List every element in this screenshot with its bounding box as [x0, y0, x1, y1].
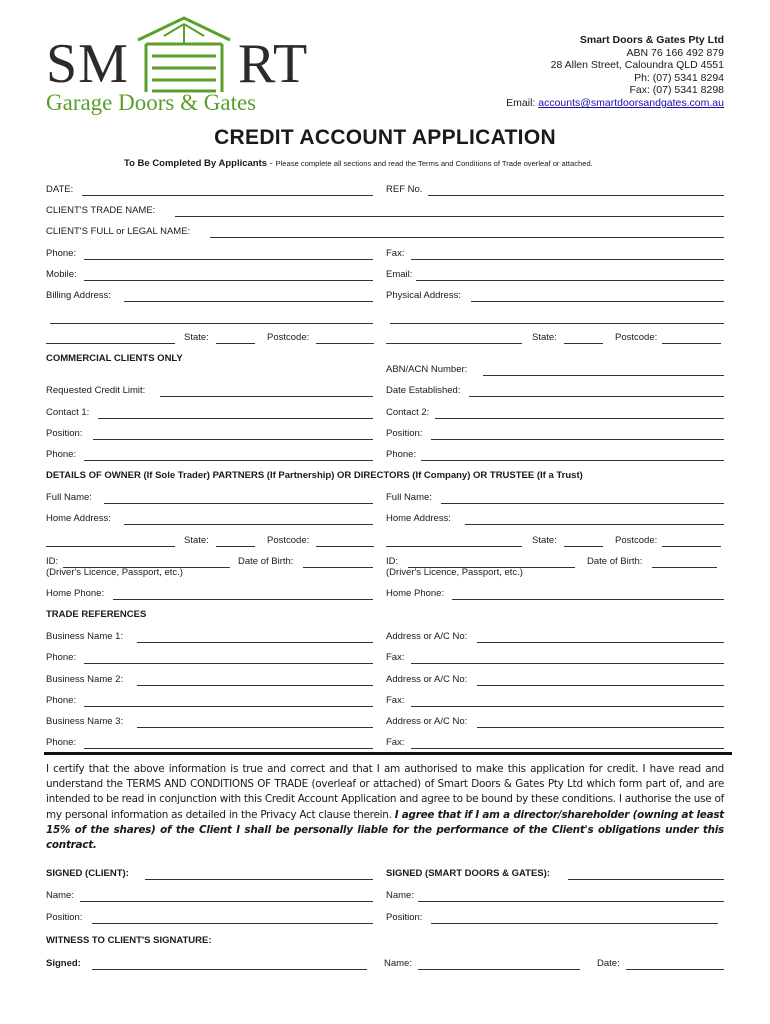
trade-name-field-input-line[interactable] [175, 216, 724, 217]
owner1-home-phone-field-label: Home Phone: [46, 588, 105, 599]
witness-date-field-label: Date: [597, 958, 620, 969]
witness-signed-field-label: Signed: [46, 958, 81, 969]
ref-phone3-field-label: Phone: [46, 737, 77, 748]
company-phone: Ph: (07) 5341 8294 [634, 71, 724, 84]
witness-date-field-input-line[interactable] [626, 969, 724, 970]
contact1-field-label: Contact 1: [46, 407, 90, 418]
position2-field-label: Position: [386, 428, 423, 439]
company-email-label: Email: [506, 96, 539, 109]
owner1-address-field-input-line[interactable] [124, 524, 373, 525]
client-name-field-input-line[interactable] [80, 901, 373, 902]
mobile-field-label: Mobile: [46, 269, 77, 280]
company-email-row [506, 97, 724, 110]
billing-address-field-label: Billing Address: [46, 290, 111, 301]
owner1-dob-field-label: Date of Birth: [238, 556, 294, 567]
ref-phone1-field-label: Phone: [46, 652, 77, 663]
company-name: Smart Doors & Gates Pty Ltd [579, 34, 724, 46]
email-field-input-line[interactable] [416, 280, 724, 281]
owner1-id-field-label: ID: [46, 556, 59, 567]
owner1-name-field-label: Full Name: [46, 492, 92, 503]
form-subtitle-bold: To Be Completed By Applicants [124, 158, 268, 169]
contact-phone2-field-input-line[interactable] [421, 460, 724, 461]
form-subtitle-dash: - [267, 158, 276, 169]
physical-postcode-field-input-line[interactable] [662, 343, 721, 344]
physical-postcode-field-label: Postcode: [615, 332, 658, 343]
company-address: 28 Allen Street, Caloundra QLD 4551 [550, 59, 724, 72]
fax-field-label: Fax: [386, 248, 405, 259]
client-position-field-label: Position: [46, 912, 83, 923]
billing-postcode-field-label: Postcode: [267, 332, 310, 343]
email-field-label: Email: [386, 269, 413, 280]
billing-address-line3-input-line[interactable] [46, 343, 175, 344]
company-email-link[interactable]: accounts@smartdoorsandgates.com.au [538, 96, 724, 109]
owner1-postcode-field-label: Postcode: [267, 535, 310, 546]
company-logo [46, 14, 336, 116]
contact-phone1-field-label: Phone: [46, 449, 77, 460]
owner1-name-field-input-line[interactable] [104, 503, 373, 504]
contact1-field-input-line[interactable] [98, 418, 373, 419]
owner2-postcode-field-input-line[interactable] [662, 546, 721, 547]
section-divider [44, 752, 732, 755]
owner2-dob-field-input-line[interactable] [652, 567, 717, 568]
witness-signed-field-input-line[interactable] [92, 969, 367, 970]
ref-fax1-field-label: Fax: [386, 652, 405, 663]
physical-address-field-input-line[interactable] [471, 301, 724, 302]
credit-limit-field-input-line[interactable] [160, 396, 373, 397]
billing-state-field-input-line[interactable] [216, 343, 255, 344]
physical-address-field-label: Physical Address: [386, 290, 461, 301]
address-ac3-field-input-line[interactable] [477, 727, 724, 728]
owner2-dob-field-label: Date of Birth: [587, 556, 643, 567]
business1-field-input-line[interactable] [137, 642, 373, 643]
billing-postcode-field-input-line[interactable] [316, 343, 374, 344]
physical-state-field-label: State: [532, 332, 557, 343]
signed-smart-field-input-line[interactable] [568, 879, 724, 880]
signed-client-field-input-line[interactable] [145, 879, 373, 880]
physical-address-line2-input-line[interactable] [390, 323, 724, 324]
owner2-id-field-label: ID: [386, 556, 399, 567]
position1-field-input-line[interactable] [93, 439, 373, 440]
address-ac2-field-input-line[interactable] [477, 685, 724, 686]
date-field-label: DATE: [46, 184, 74, 195]
owner1-state-field-label: State: [184, 535, 209, 546]
owner1-state-field-input-line[interactable] [216, 546, 255, 547]
address-ac3-field-label: Address or A/C No: [386, 716, 468, 727]
ref-phone3-field-input-line[interactable] [84, 748, 373, 749]
business3-field-label: Business Name 3: [46, 716, 124, 727]
contact2-field-label: Contact 2: [386, 407, 430, 418]
owner2-home-phone-field-input-line[interactable] [452, 599, 724, 600]
address-ac1-field-input-line[interactable] [477, 642, 724, 643]
certification-text [46, 762, 724, 853]
client-name-field-label: Name: [46, 890, 74, 901]
ref-fax2-field-label: Fax: [386, 695, 405, 706]
date-established-field-label: Date Established: [386, 385, 461, 396]
form-title: CREDIT ACCOUNT APPLICATION [214, 126, 556, 149]
witness-name-field-input-line[interactable] [418, 969, 580, 970]
ref-fax2-field-input-line[interactable] [411, 706, 724, 707]
ref-fax1-field-input-line[interactable] [411, 663, 724, 664]
date-field-input-line[interactable] [82, 195, 373, 196]
physical-state-field-input-line[interactable] [564, 343, 603, 344]
credit-limit-field-label: Requested Credit Limit: [46, 385, 146, 396]
address-ac2-field-label: Address or A/C No: [386, 674, 468, 685]
billing-address-line2-input-line[interactable] [50, 323, 373, 324]
date-established-field-input-line[interactable] [469, 396, 724, 397]
company-fax: Fax: (07) 5341 8298 [629, 84, 724, 97]
owner1-address-field-label: Home Address: [46, 513, 111, 524]
form-subtitle [124, 158, 593, 169]
billing-address-field-input-line[interactable] [124, 301, 373, 302]
certification-body: I certify that the above information is true and correct and that I am authorised to make this application for credit. I have read and understand the TERMS AND CONDITIONS OF TRADE (overleaf or attached) of Smart Doors & Gates Pty Ltd which form part of, and are intended to be read in conjunction with this Credit Account Application and agree to be bound by these conditions. I authorise the use of my personal information as detailed in the Privacy Act clause therein. [46, 763, 725, 821]
trade-references-heading-label: TRADE REFERENCES [46, 609, 147, 620]
owner1-home-phone-field-input-line[interactable] [113, 599, 373, 600]
owner2-address-field-label: Home Address: [386, 513, 451, 524]
logo-text-left: SM [46, 33, 129, 95]
owner2-home-phone-field-label: Home Phone: [386, 588, 445, 599]
owner2-name-field-input-line[interactable] [441, 503, 724, 504]
position1-field-label: Position: [46, 428, 83, 439]
witness-name-field-label: Name: [384, 958, 412, 969]
garage-door-icon [134, 14, 234, 96]
mobile-field-input-line[interactable] [84, 280, 373, 281]
ref-fax3-field-label: Fax: [386, 737, 405, 748]
smart-name-field-input-line[interactable] [418, 901, 724, 902]
owner2-address-line2-input-line[interactable] [386, 546, 522, 547]
position2-field-input-line[interactable] [431, 439, 724, 440]
signed-client-field-label: SIGNED (CLIENT): [46, 868, 129, 879]
billing-state-field-label: State: [184, 332, 209, 343]
owner2-address-field-input-line[interactable] [465, 524, 724, 525]
certification-emphasis: I agree that if I am a director/shareholder (owning at least 15% of the shares) of the Client I shall be personally liable for the performance of the Client's obligations under this contract. [46, 808, 724, 852]
ref-phone2-field-input-line[interactable] [84, 706, 373, 707]
business2-field-label: Business Name 2: [46, 674, 124, 685]
trade-name-field-label: CLIENT'S TRADE NAME: [46, 205, 156, 216]
business2-field-input-line[interactable] [137, 685, 373, 686]
form-subtitle-rest: Please complete all sections and read the Terms and Conditions of Trade overleaf or attached. [275, 159, 593, 168]
smart-name-field-label: Name: [386, 890, 414, 901]
owner2-id-note-label: (Driver's Licence, Passport, etc.) [386, 567, 523, 578]
smart-position-field-input-line[interactable] [431, 923, 718, 924]
physical-address-line3-input-line[interactable] [386, 343, 522, 344]
owners-heading-label: DETAILS OF OWNER (If Sole Trader) PARTNERS (If Partnership) OR DIRECTORS (If Company) OR TRUSTEE (If a Trust) [46, 470, 583, 481]
witness-heading-label: WITNESS TO CLIENT'S SIGNATURE: [46, 935, 212, 946]
owner1-postcode-field-input-line[interactable] [316, 546, 374, 547]
phone-field-label: Phone: [46, 248, 77, 259]
legal-name-field-label: CLIENT'S FULL or LEGAL NAME: [46, 226, 191, 237]
ref-fax3-field-input-line[interactable] [411, 748, 724, 749]
owner2-state-field-input-line[interactable] [564, 546, 603, 547]
owner1-dob-field-input-line[interactable] [303, 567, 373, 568]
owner1-address-line2-input-line[interactable] [46, 546, 175, 547]
phone-field-input-line[interactable] [84, 259, 373, 260]
legal-name-field-input-line[interactable] [210, 237, 724, 238]
company-abn: ABN 76 166 492 879 [626, 46, 724, 59]
smart-position-field-label: Position: [386, 912, 423, 923]
contact2-field-input-line[interactable] [435, 418, 724, 419]
commercial-heading-label: COMMERCIAL CLIENTS ONLY [46, 353, 183, 364]
contact-phone1-field-input-line[interactable] [84, 460, 373, 461]
owner2-state-field-label: State: [532, 535, 557, 546]
signed-smart-field-label: SIGNED (SMART DOORS & GATES): [386, 868, 550, 879]
ref-field-label: REF No. [386, 184, 423, 195]
client-position-field-input-line[interactable] [92, 923, 373, 924]
address-ac1-field-label: Address or A/C No: [386, 631, 468, 642]
ref-field-input-line[interactable] [428, 195, 724, 196]
ref-phone2-field-label: Phone: [46, 695, 77, 706]
contact-phone2-field-label: Phone: [386, 449, 417, 460]
fax-field-input-line[interactable] [411, 259, 724, 260]
company-details [506, 34, 724, 110]
ref-phone1-field-input-line[interactable] [84, 663, 373, 664]
owner2-name-field-label: Full Name: [386, 492, 432, 503]
owner2-postcode-field-label: Postcode: [615, 535, 658, 546]
business1-field-label: Business Name 1: [46, 631, 124, 642]
owner1-id-note-label: (Driver's Licence, Passport, etc.) [46, 567, 183, 578]
logo-subtitle: Garage Doors & Gates [46, 90, 257, 115]
business3-field-input-line[interactable] [137, 727, 373, 728]
logo-text-right: RT [238, 33, 309, 95]
abn-acn-field-label: ABN/ACN Number: [386, 364, 468, 375]
abn-acn-field-input-line[interactable] [483, 375, 724, 376]
